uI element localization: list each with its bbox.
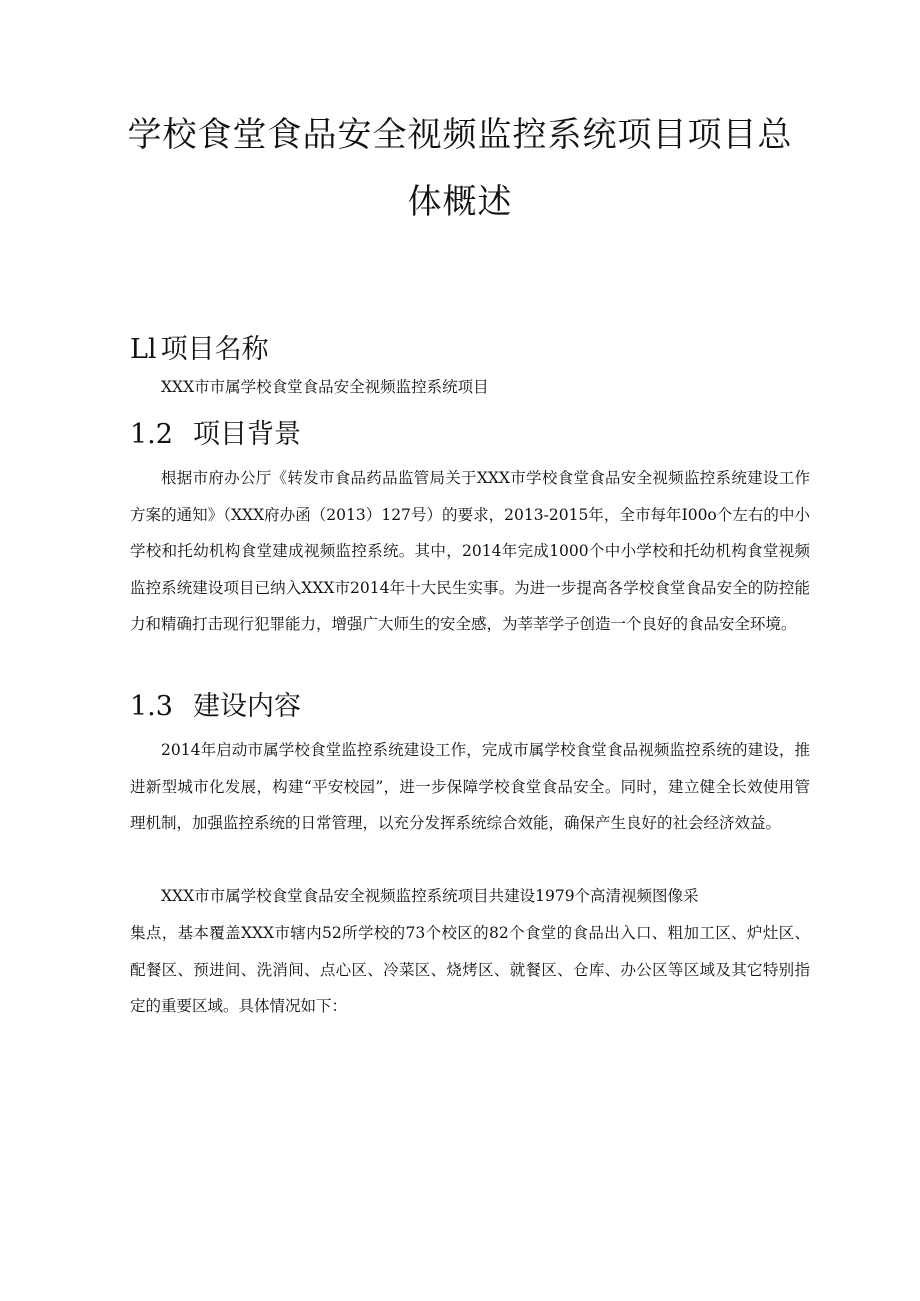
paragraph-construction-content-1: 2014年启动市属学校食堂监控系统建设工作，完成市属学校食堂食品视频监控系统的建设，推进新型城市化发展，构建“平安校园”，进一步保障学校食堂食品安全。同时，建立健全长效使用管理机制，加强监控系统的日常管理，以充分发挥系统综合效能，确保产生良好的社会经济效益。	[130, 741, 810, 832]
section-title: 项目背景	[192, 419, 301, 450]
section-title: 项目名称	[160, 334, 269, 365]
paragraph-project-background: 根据市府办公厅《转发市食品药品监管局关于XXX市学校食堂食品安全视频监控系统建设工作方案的通知》（XXX府办函（2013）127号）的要求，2013-2015年，全市每年I00o个左右的中小学校和托幼机构食堂建成视频监控系统。其中，2014年完成1000个中小学校和托幼机构食堂视频监控系统建设项目已纳入XXX市2014年十大民生实事。为进一步提高各学校食堂食品安全的防控能力和精确打击现行犯罪能力，增强广大师生的安全感，为莘莘学子创造一个良好的食品安全环境。	[130, 469, 810, 633]
paragraph-construction-content-2: XXX市市属学校食堂食品安全视频监控系统项目共建设1979个高清视频图像采	[161, 887, 699, 905]
section-title: 建设内容	[192, 691, 301, 722]
section-number: 1.3	[130, 691, 173, 722]
section-heading-construction-content	[130, 690, 301, 724]
section-number: 1.2	[130, 419, 173, 450]
section-heading-project-name	[130, 333, 269, 367]
document-title-line-2: 体概述	[407, 182, 513, 222]
section-number: Ll	[130, 334, 157, 365]
document-title-line-1: 学校食堂食品安全视频监控系统项目项目总	[127, 115, 793, 155]
paragraph-project-name: XXX市市属学校食堂食品安全视频监控系统项目	[161, 378, 489, 396]
section-heading-project-background	[130, 418, 301, 452]
paragraph-construction-content-3: 集点，基本覆盖XXX市辖内52所学校的73个校区的82个食堂的食品出入口、粗加工区、炉灶区、配餐区、预进间、洗消间、点心区、冷菜区、烧烤区、就餐区、仓库、办公区等区域及其它特别指定的重要区域。具体情况如下：	[130, 924, 810, 1015]
